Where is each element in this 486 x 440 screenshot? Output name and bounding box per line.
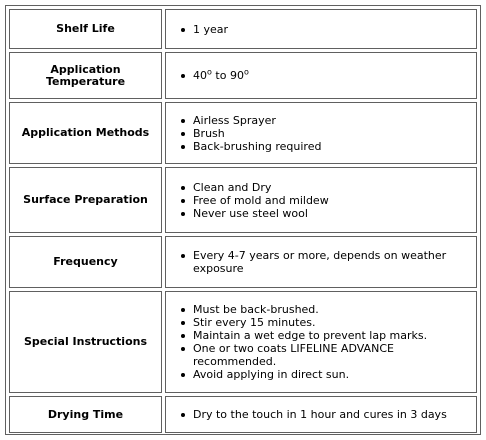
degree-mark: o bbox=[243, 67, 249, 77]
list-item: Never use steel wool bbox=[193, 207, 329, 220]
product-spec-table bbox=[5, 5, 481, 435]
row-value bbox=[165, 291, 477, 393]
table-row-application-methods bbox=[9, 102, 477, 164]
list-item: Every 4-7 years or more, depends on weather exposure bbox=[193, 249, 468, 275]
list-item: Brush bbox=[193, 127, 321, 140]
table-row-application-temperature bbox=[9, 52, 477, 99]
temperature-separator: to bbox=[211, 69, 230, 82]
table-body bbox=[9, 9, 477, 431]
degree-mark: o bbox=[207, 67, 212, 77]
row-label: Drying Time bbox=[9, 396, 162, 433]
bullet-list bbox=[193, 23, 228, 36]
row-value bbox=[165, 396, 477, 433]
row-label: Frequency bbox=[9, 236, 162, 288]
bullet-list bbox=[193, 249, 468, 275]
list-item: Dry to the touch in 1 hour and cures in 3 days bbox=[193, 408, 447, 421]
row-label: Application Methods bbox=[9, 102, 162, 164]
table-row-shelf-life bbox=[9, 9, 477, 49]
list-item: Maintain a wet edge to prevent lap marks. bbox=[193, 329, 468, 342]
row-value bbox=[165, 236, 477, 288]
list-item: Clean and Dry bbox=[193, 181, 329, 194]
row-value bbox=[165, 9, 477, 49]
row-label: Shelf Life bbox=[9, 9, 162, 49]
bullet-list bbox=[193, 408, 447, 421]
bullet-list bbox=[193, 181, 329, 220]
list-item: Back-brushing required bbox=[193, 139, 322, 153]
list-item: One or two coats LIFELINE ADVANCE recommended. bbox=[193, 342, 468, 368]
table-row-special-instructions bbox=[9, 291, 477, 393]
bullet-list bbox=[193, 114, 321, 153]
list-item: Airless Sprayer bbox=[193, 114, 321, 127]
row-value bbox=[165, 167, 477, 233]
row-value bbox=[165, 102, 477, 164]
list-item bbox=[193, 69, 249, 82]
list-item: Stir every 15 minutes. bbox=[193, 316, 468, 329]
temperature-low: 40 bbox=[193, 69, 207, 82]
row-label: Application Temperature bbox=[9, 52, 162, 99]
list-item: Avoid applying in direct sun. bbox=[193, 368, 468, 381]
table-row-surface-preparation bbox=[9, 167, 477, 233]
table-row-frequency bbox=[9, 236, 477, 288]
bullet-list bbox=[193, 303, 468, 381]
list-item: Free of mold and mildew bbox=[193, 193, 329, 207]
row-label: Special Instructions bbox=[9, 291, 162, 393]
table-row-drying-time bbox=[9, 396, 477, 433]
list-item: Must be back-brushed. bbox=[193, 303, 468, 316]
list-item: 1 year bbox=[193, 22, 229, 36]
bullet-list bbox=[193, 69, 249, 82]
row-value bbox=[165, 52, 477, 99]
row-label: Surface Preparation bbox=[9, 167, 162, 233]
temperature-high: 90 bbox=[229, 69, 244, 82]
